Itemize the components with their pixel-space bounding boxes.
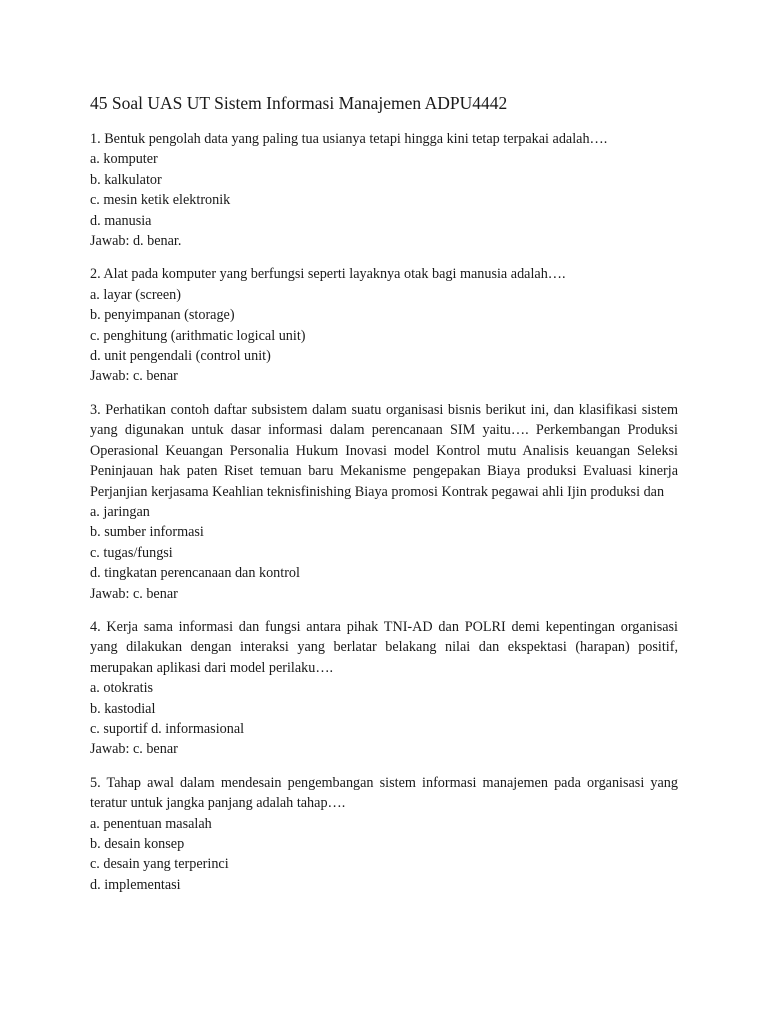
option-c: c. suportif d. informasional (90, 720, 245, 737)
answer-line: Jawab: c. benar (90, 585, 178, 602)
option-d: d. implementasi (90, 876, 181, 893)
option-a: a. penentuan masalah (90, 815, 212, 832)
option-b: b. kastodial (90, 700, 156, 717)
question-text: 1. Bentuk pengolah data yang paling tua usianya tetapi hingga kini tetap terpakai adalah…. (90, 131, 608, 147)
question-text: 2. Alat pada komputer yang berfungsi seperti layaknya otak bagi manusia adalah…. (90, 266, 566, 283)
answer-line: Jawab: c. benar (90, 368, 178, 385)
option-c: c. tugas/fungsi (90, 544, 173, 561)
option-c: c. desain yang terperinci (90, 856, 229, 873)
option-c: c. penghitung (arithmatic logical unit) (90, 327, 306, 344)
document-page (90, 92, 678, 908)
option-c: c. mesin ketik elektronik (90, 192, 231, 209)
option-a: a. komputer (90, 151, 158, 168)
answer-line: Jawab: c. benar (90, 741, 178, 758)
question-text: 4. Kerja sama informasi dan fungsi antara pihak TNI-AD dan POLRI demi kepentingan organisasi yang dilakukan dengan interaksi yang berlatar belakang nilai dan ekspektasi (harapan) positif, merupakan aplikasi dari model perilaku…. (90, 618, 678, 676)
answer-line: Jawab: d. benar. (90, 233, 182, 250)
option-b: b. sumber informasi (90, 524, 204, 541)
question-3 (90, 400, 678, 604)
option-b: b. penyimpanan (storage) (90, 307, 235, 324)
question-5 (90, 773, 678, 895)
option-a: a. otokratis (90, 680, 154, 697)
option-d: d. unit pengendali (control unit) (90, 348, 271, 365)
option-a: a. jaringan (90, 503, 150, 520)
option-b: b. desain konsep (90, 836, 185, 852)
option-b: b. kalkulator (90, 171, 162, 188)
question-text: 5. Tahap awal dalam mendesain pengembangan sistem informasi manajemen pada organisasi yang teratur untuk jangka panjang adalah tahap…. (90, 774, 678, 812)
question-text: 3. Perhatikan contoh daftar subsistem dalam suatu organisasi bisnis berikut ini, dan klasifikasi sistem yang digunakan untuk dasar informasi dalam perencanaan SIM yaitu…. Perkembangan Produksi Operasional Keuangan Personalia Hukum Inovasi model Kontrol mutu Analisis keuangan Seleksi Peninjauan hak paten Riset temuan baru Mekanisme pengepakan Biaya produksi Evaluasi kinerja Perjanjian kerjasama Keahlian teknisfinishing Biaya promosi Kontrak pegawai ahli Ijin produksi dan (90, 401, 678, 500)
document-title: 45 Soal UAS UT Sistem Informasi Manajemen ADPU4442 (90, 93, 508, 113)
option-a: a. layar (screen) (90, 286, 181, 303)
question-4 (90, 617, 678, 760)
option-d: d. tingkatan perencanaan dan kontrol (90, 565, 300, 582)
option-d: d. manusia (90, 212, 152, 229)
question-1 (90, 129, 678, 251)
question-2 (90, 264, 678, 386)
